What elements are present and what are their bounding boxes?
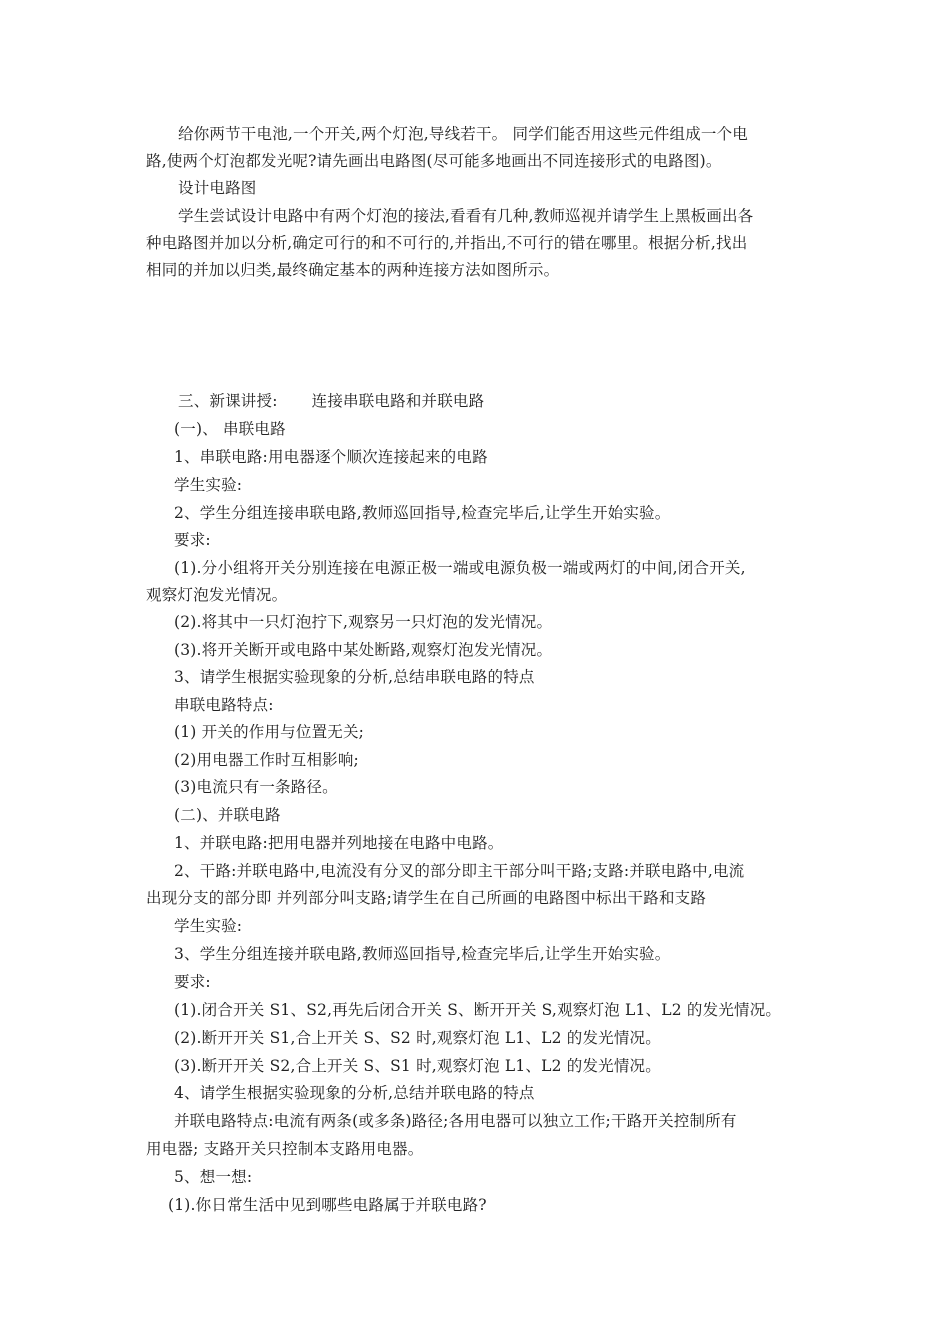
series-heading: (一)、 串联电路	[174, 420, 286, 438]
parallel-requirement-2: (2).断开开关 S1,合上开关 S、S2 时,观察灯泡 L1、L2 的发光情况。	[174, 1029, 661, 1047]
parallel-step-4: 4、请学生根据实验现象的分析,总结并联电路的特点	[174, 1084, 535, 1102]
series-feature-3: (3)电流只有一条路径。	[174, 778, 338, 796]
section-label: 三、新课讲授:	[178, 392, 278, 410]
parallel-requirements-label: 要求:	[174, 973, 211, 991]
design-heading: 设计电路图	[178, 179, 257, 197]
parallel-features-line-2: 用电器; 支路开关只控制本支路用电器。	[146, 1140, 424, 1158]
intro-paragraph-2-line-3: 相同的并加以归类,最终确定基本的两种连接方法如图所示。	[146, 261, 560, 279]
think-question-1: (1).你日常生活中见到哪些电路属于并联电路?	[168, 1196, 487, 1214]
parallel-heading: (二)、并联电路	[174, 806, 281, 824]
series-step-3: 3、请学生根据实验现象的分析,总结串联电路的特点	[174, 668, 535, 686]
series-step-2: 2、学生分组连接串联电路,教师巡回指导,检查完毕后,让学生开始实验。	[174, 504, 671, 522]
parallel-trunk-line-2: 出现分支的部分即 并列部分叫支路;请学生在自己所画的电路图中标出干路和支路	[146, 889, 707, 907]
series-requirement-2: (2).将其中一只灯泡拧下,观察另一只灯泡的发光情况。	[174, 613, 553, 631]
series-experiment-label: 学生实验:	[174, 476, 243, 494]
parallel-step-3: 3、学生分组连接并联电路,教师巡回指导,检查完毕后,让学生开始实验。	[174, 945, 671, 963]
section-title: 连接串联电路和并联电路	[311, 392, 485, 410]
intro-paragraph-1-line-1: 给你两节干电池,一个开关,两个灯泡,导线若干。 同学们能否用这些元件组成一个电	[178, 125, 749, 143]
parallel-trunk-line-1: 2、干路:并联电路中,电流没有分叉的部分即主干部分叫干路;支路:并联电路中,电流	[174, 862, 745, 880]
parallel-definition: 1、并联电路:把用电器并列地接在电路中电路。	[174, 834, 504, 852]
series-requirements-label: 要求:	[174, 531, 211, 549]
section-heading	[178, 391, 838, 411]
series-requirement-1-line-2: 观察灯泡发光情况。	[146, 586, 288, 604]
parallel-features-line-1: 并联电路特点:电流有两条(或多条)路径;各用电器可以独立工作;干路开关控制所有	[174, 1112, 737, 1130]
parallel-experiment-label: 学生实验:	[174, 917, 243, 935]
series-features-heading: 串联电路特点:	[174, 696, 274, 714]
series-requirement-1-line-1: (1).分小组将开关分别连接在电源正极一端或电源负极一端或两灯的中间,闭合开关,	[174, 559, 746, 577]
intro-paragraph-2-line-2: 种电路图并加以分析,确定可行的和不可行的,并指出,不可行的错在哪里。根据分析,找出	[146, 234, 748, 252]
parallel-requirement-3: (3).断开开关 S2,合上开关 S、S1 时,观察灯泡 L1、L2 的发光情况。	[174, 1057, 661, 1075]
think-heading: 5、想一想:	[174, 1168, 253, 1186]
intro-paragraph-1-line-2: 路,使两个灯泡都发光呢?请先画出电路图(尽可能多地画出不同连接形式的电路图)。	[146, 152, 722, 170]
series-feature-2: (2)用电器工作时互相影响;	[174, 751, 359, 769]
series-requirement-3: (3).将开关断开或电路中某处断路,观察灯泡发光情况。	[174, 641, 553, 659]
intro-paragraph-2-line-1: 学生尝试设计电路中有两个灯泡的接法,看看有几种,教师巡视并请学生上黑板画出各	[178, 207, 754, 225]
series-feature-1: (1) 开关的作用与位置无关;	[174, 723, 365, 741]
series-definition: 1、串联电路:用电器逐个顺次连接起来的电路	[174, 448, 488, 466]
parallel-requirement-1: (1).闭合开关 S1、S2,再先后闭合开关 S、断开开关 S,观察灯泡 L1、L2 的发光情况。	[174, 1001, 782, 1019]
